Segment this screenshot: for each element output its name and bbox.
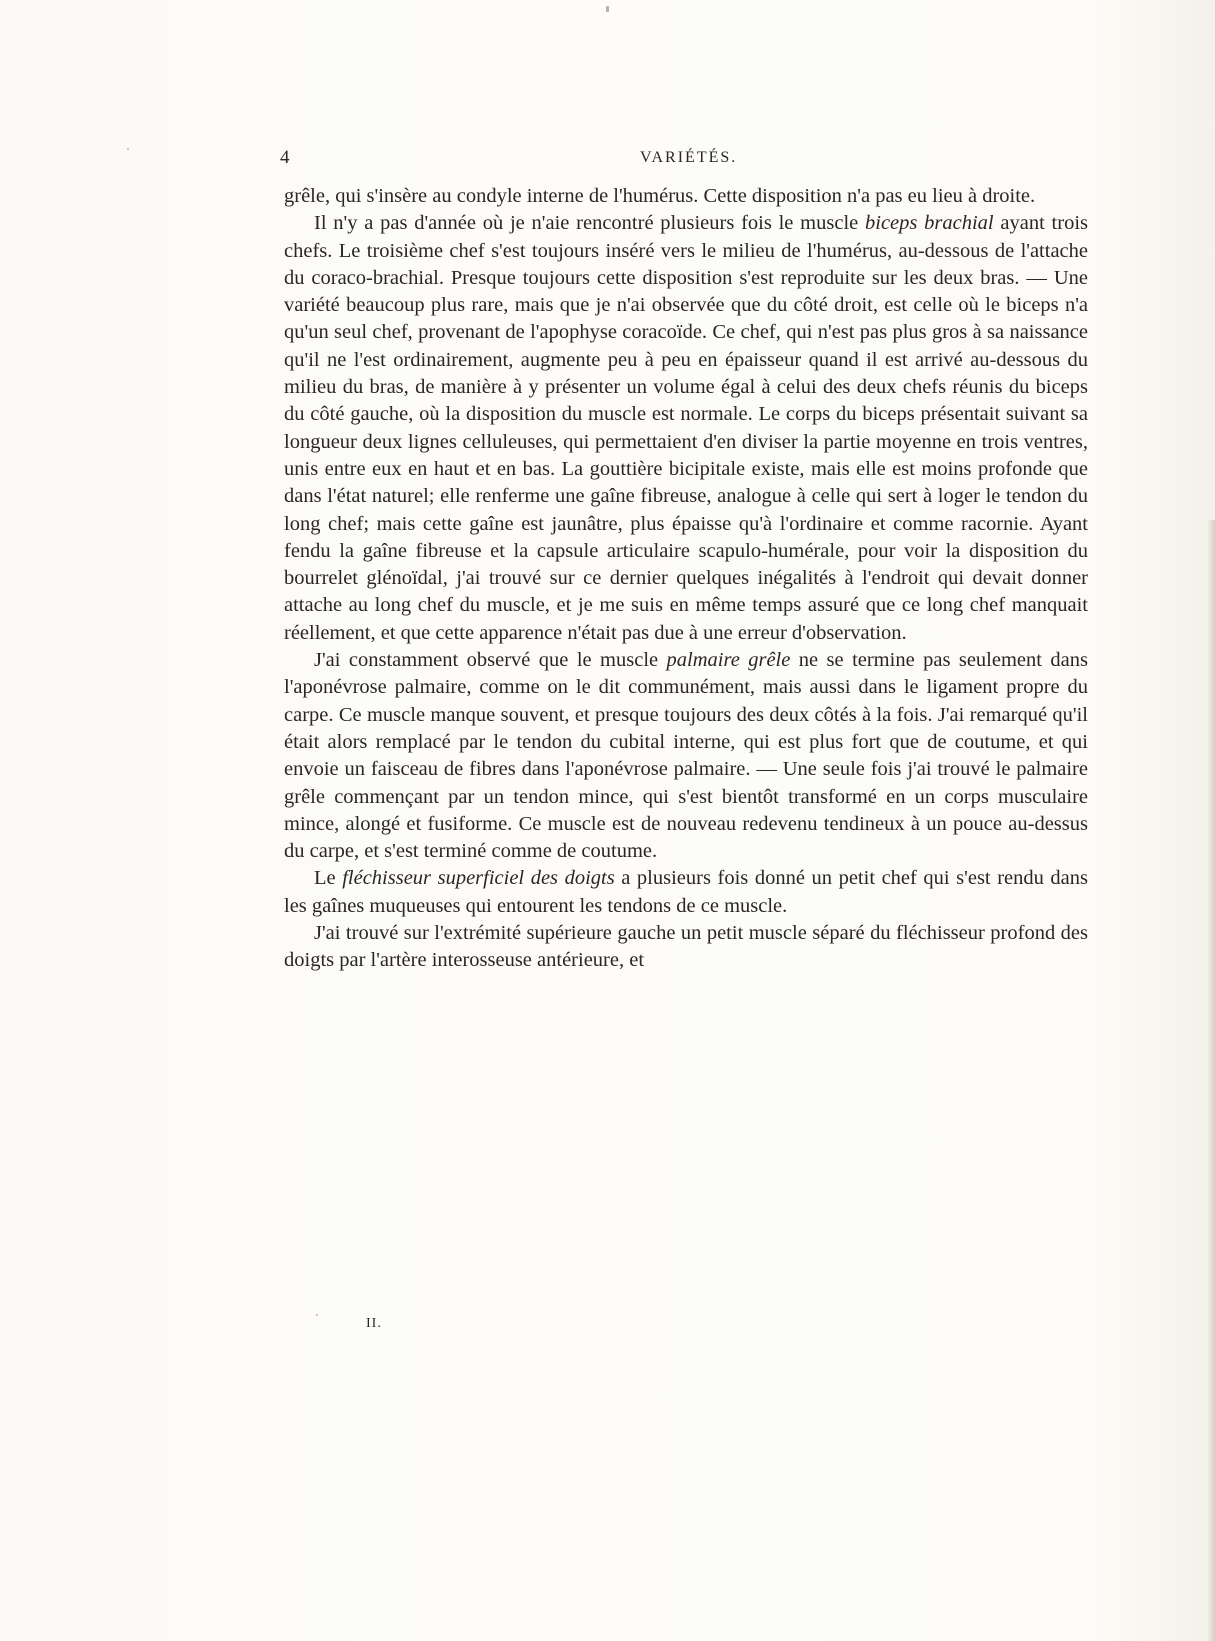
paragraph [284, 865, 1088, 920]
text-run: Le [314, 867, 343, 890]
text-run: ayant trois chefs. Le troisième chef s'est toujours inséré vers le milieu de l'humérus, au-dessous de l'attache du coraco-brachial. Presque toujours cette disposition s'est reproduite sur les deux bras. — Une variété beaucoup plus rare, mais que je n'ai observée que du côté droit, est celle où le biceps n'a qu'un seul chef, provenant de l'apophyse coracoïde. Ce chef, qui n'est pas plus gros à sa naissance qu'il ne l'est ordinairement, augmente peu à peu en épaisseur quand il est arrivé au-dessous du milieu du bras, de manière à y présenter un volume égal à celui des deux chefs réunis du biceps du côté gauche, où la disposition du muscle est normale. Le corps du biceps présentait suivant sa longueur deux lignes celluleuses, qui permettaient d'en diviser la partie moyenne en trois ventres, unis entre eux en haut et en bas. La gouttière bicipitale existe, mais elle est moins profonde que dans l'état naturel; elle renferme une gaîne fibreuse, analogue à celle qui sert à loger le tendon du long chef; mais cette gaîne est jaunâtre, plus épaisse qu'à l'ordinaire et comme racornie. Ayant fendu la gaîne fibreuse et la capsule articulaire scapulo-humérale, pour voir la disposition du bourrelet glénoïdal, j'ai trouvé sur ce dernier quelques inégalités à l'endroit qui devait donner attache au long chef du muscle, et je me suis en même temps assuré que ce long chef manquait réellement, et que cette apparence n'était pas due à une erreur d'observation. [284, 212, 1088, 644]
paper-speck [127, 148, 129, 150]
text-run: J'ai constamment observé que le muscle [314, 649, 667, 672]
paper-speck [606, 6, 609, 12]
page-header [280, 147, 1090, 173]
page-number: 4 [280, 147, 290, 168]
italic-term: fléchisseur superficiel des doigts [342, 867, 615, 890]
text-run: a plusieurs fois donné un petit chef qui s'est rendu dans les gaînes muqueuses qui entourent les tendons de ce muscle. [284, 867, 1089, 917]
paper-speck [316, 1314, 318, 1316]
paragraph [284, 183, 1088, 210]
body-text [284, 183, 1088, 975]
running-head: VARIÉTÉS. [640, 149, 738, 166]
paragraph [284, 920, 1088, 975]
paragraph [284, 647, 1088, 865]
text-run: Il n'y a pas d'année où je n'aie rencontré plusieurs fois le muscle [314, 212, 866, 235]
text-run: J'ai trouvé sur l'extrémité supérieure gauche un petit muscle séparé du fléchisseur profond des doigts par l'artère interosseuse antérieure, et [284, 922, 1088, 972]
italic-term: palmaire grêle [666, 649, 791, 672]
signature-mark: II. [366, 1316, 382, 1331]
italic-term: biceps brachial [865, 212, 994, 235]
paragraph [284, 210, 1088, 647]
page-edge-shadow [1207, 520, 1215, 1641]
text-run: ne se termine pas seulement dans l'aponévrose palmaire, comme on le dit communément, mais aussi dans le ligament propre du carpe. Ce muscle manque souvent, et presque toujours des deux côtés à la fois. J'ai remarqué qu'il était alors remplacé par le tendon du cubital interne, qui est plus fort que de coutume, et qui envoie un faisceau de fibres dans l'aponévrose palmaire. — Une seule fois j'ai trouvé le palmaire grêle commençant par un tendon mince, qui s'est bientôt transformé en un corps musculaire mince, alongé et fusiforme. Ce muscle est de nouveau redevenu tendineux à un pouce au-dessus du carpe, et s'est terminé comme de coutume. [284, 649, 1088, 863]
text-run: grêle, qui s'insère au condyle interne de l'humérus. Cette disposition n'a pas eu lieu à droite. [284, 185, 1036, 207]
